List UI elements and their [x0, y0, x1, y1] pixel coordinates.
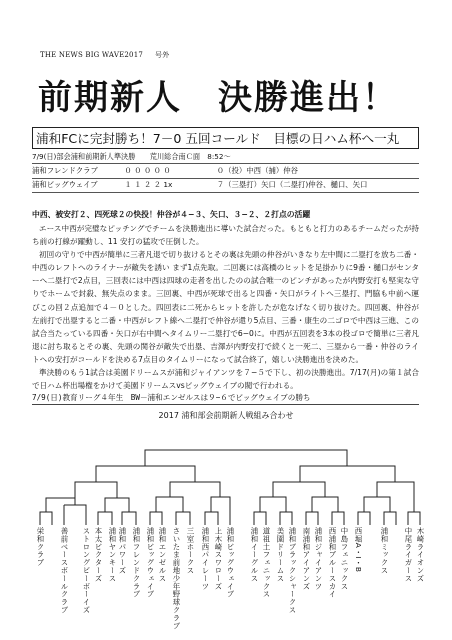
bracket-team: 上木崎スワローズ — [214, 527, 223, 591]
bracket-team: 浦和ビッグウェイブ — [146, 527, 155, 599]
bracket-team: 西堀A・I・B — [354, 527, 363, 573]
bracket-team: 中尾ライガース — [404, 527, 413, 583]
subtitle-box: 浦和FCに完封勝ち！7－0 五回コールド 目標の日ハム杯へ一丸 — [32, 127, 419, 149]
bracket-team: 浦和西パイレーツ — [201, 527, 210, 591]
bracket-team: 浦和フレンドクラブ — [132, 527, 141, 599]
page-title: 前期新人 決勝進出！ — [38, 78, 398, 118]
score-team: 浦和フレンドクラブ — [32, 166, 98, 175]
bracket-lines — [40, 450, 420, 525]
score-team: 浦和ビッグウェイブ — [32, 180, 98, 189]
league-result: 7/9(日)教育リーグ４年生 BW－浦和エンゼルスは９−６でビッグウェイブの勝ち — [32, 392, 419, 405]
game-info: 7/9(日)部会浦和前期新人準決勝 荒川総合南Ｃ面 8:52～ — [32, 152, 231, 161]
score-line: ０ ０ ０ ０ ０ — [124, 166, 171, 175]
bracket-team: 西浦和ブルースカイ — [328, 527, 337, 599]
bracket-team: 浦和ジャイアンツ — [314, 527, 323, 591]
score-line: １ １ ２ ２ 1x — [124, 180, 173, 189]
bracket-team: 木崎ライオンズ — [416, 527, 425, 583]
bracket-team: 栄和クラブ — [36, 527, 45, 567]
issue-label: 号外 — [155, 51, 170, 59]
newspaper-name: THE NEWS BIG WAVE2017 — [40, 51, 144, 59]
bracket-team: 浦和ビッグウェイブ — [226, 527, 235, 599]
bracket-title: 2017 浦和部会前期新人戦組み合わせ — [158, 411, 294, 420]
article-paragraph: 準決勝のもう1試合は美園ドリームスが浦和ジャイアンツを７−５で下し、初の決勝進出。7/17(月)の第１試合で日ハム杯出場権をかけて美園ドリームスvsビッグウェイブの閥で行われる。 — [32, 368, 419, 391]
bracket-team: 善前ベースボールクラブ — [60, 527, 69, 614]
score-result: ７（三塁打）矢口（二塁打)仲谷、樋口、矢口 — [216, 180, 368, 189]
score-result: ０（投）中西（捕）仲谷 — [216, 166, 299, 175]
bracket-team: 美園ドリームス — [276, 527, 285, 583]
bracket-team: 浦和ブラックシャークス — [288, 527, 297, 614]
bracket-team: 本太ビクターズ — [94, 527, 103, 583]
bracket-team: さいたま前地少年野球クラブ — [172, 527, 181, 630]
article-paragraph: エース中西が完璧なピッチングでチームを決勝進出に導いた試合だった。もともと打力のあるチームだったが持ち前の打線が躍動し、11 安打の猛攻で圧倒した。 — [32, 224, 419, 247]
bracket-team: 浦和パワーズ — [118, 527, 127, 575]
bracket-team: 三室ホークス — [186, 527, 195, 575]
bracket-team: 中島フェニックス — [340, 527, 349, 591]
bracket-team: ストロングビーボーイズ — [82, 527, 91, 614]
bracket-team: 浦和ヤンキース — [108, 527, 117, 583]
bracket-team: 浦和ミックス — [380, 527, 389, 575]
article-headline: 中西、被安打２、四死球２の快投！仲谷が４−３、矢口、３−２、２打点の活躍 — [32, 210, 311, 219]
bracket-team: 南浦和アイアンズ — [302, 527, 311, 591]
bracket-team: 浦和イーグルス — [250, 527, 259, 583]
article-paragraph: 初回の守りで中西が簡単に三者凡退で切り抜けるとその裏は先頭の仲谷がいきなり左中間に二塁打を放ち二番・中西のレフトへのライナーが敵失を誘い まず1点先取。二回裏には高橋のヒットを足掛かりに9番・樋口がセンターへ二塁打で2点目，三回表には中西は四球の走者を出したのの試合唯一のピンチがあったが内野安打も堅実な守りでホームで封殺、無失点のまま。三回裏、中西が死球で出ると四番・矢口がライトへ三塁打、門脇も中前へ運びこの回２点追加で４－０とした。四回表に二死からヒットを許したが危なげなく切り抜けた。四回裏、仲谷が左前打で出塁すると二番・中西がレフト線へ二塁打で仲谷が還り5点目、三番・康生の二ゴロで中西は三進、この試合当たっている四番・矢口が右中間へタイムリー二塁打で6−0に。中西が五回表を3本の投ゴロで簡単に三者凡退に討ち取るとその裏、先頭の関谷が敵失で出塁、吉澤が内野安打で続くと一死二、三塁から一番・仲谷のライトへの安打がコールドを決める7点目のタイムリーになって試合終了，嬉しい決勝進出を決めた。 — [32, 250, 419, 364]
bracket-team: 道祖土フェニックス — [262, 527, 271, 599]
bracket-team: 浦和エンゼルス — [158, 527, 167, 583]
